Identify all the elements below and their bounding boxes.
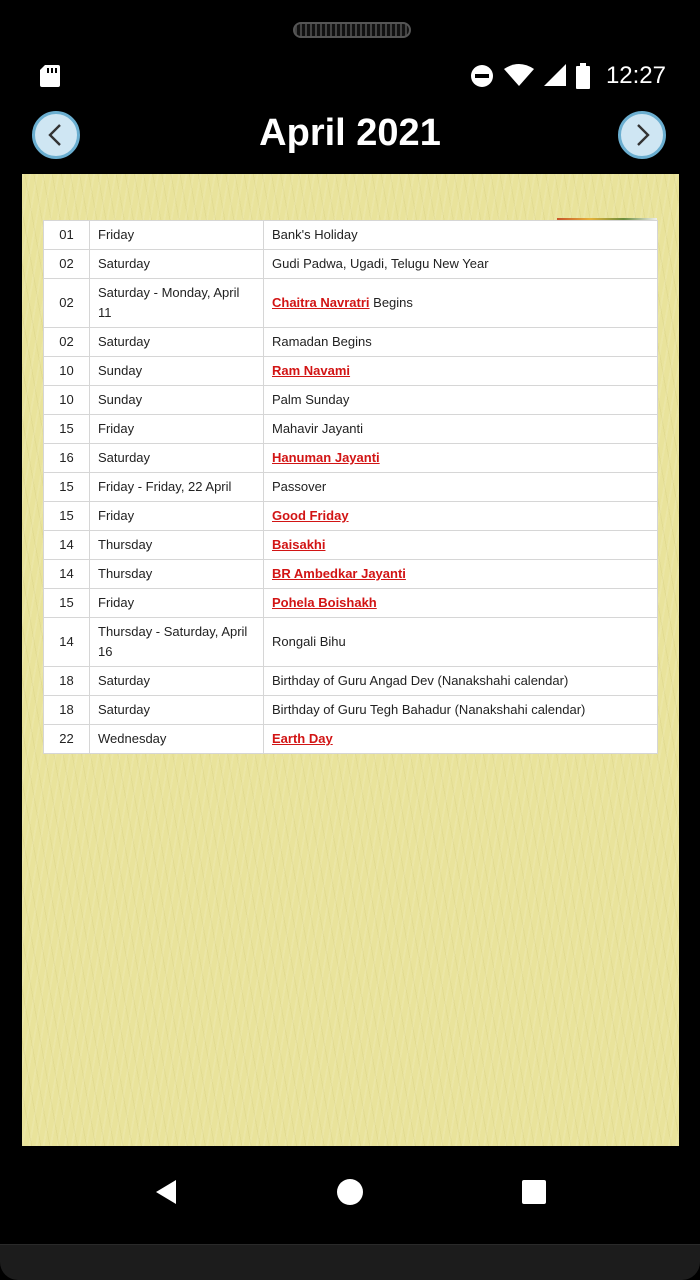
event-name — [264, 328, 658, 357]
status-time: 12:27 — [605, 62, 666, 89]
table-row — [44, 560, 658, 589]
event-day: Thursday — [90, 531, 264, 560]
holiday-text: Begins — [369, 295, 413, 310]
status-bar — [0, 52, 700, 100]
event-name — [264, 589, 658, 618]
holiday-link[interactable]: Baisakhi — [272, 537, 326, 552]
event-day: Saturday — [90, 328, 264, 357]
holiday-text: Gudi Padwa, Ugadi, Telugu New Year — [272, 256, 489, 271]
event-name — [264, 725, 658, 754]
event-name — [264, 618, 658, 667]
table-row — [44, 725, 658, 754]
event-name — [264, 386, 658, 415]
recents-button[interactable] — [514, 1172, 554, 1212]
event-name — [264, 696, 658, 725]
table-row — [44, 473, 658, 502]
event-date: 14 — [44, 531, 90, 560]
event-date: 15 — [44, 502, 90, 531]
event-name — [264, 560, 658, 589]
event-date: 22 — [44, 725, 90, 754]
event-name — [264, 502, 658, 531]
holiday-text: Mahavir Jayanti — [272, 421, 364, 436]
holiday-link[interactable]: Hanuman Jayanti — [272, 450, 380, 465]
table-row — [44, 589, 658, 618]
event-name — [264, 250, 658, 279]
system-navigation-bar — [0, 1150, 700, 1240]
event-day: Thursday - Saturday, April 16 — [90, 618, 264, 667]
event-date: 18 — [44, 696, 90, 725]
table-row — [44, 250, 658, 279]
table-row — [44, 357, 658, 386]
event-day: Saturday — [90, 250, 264, 279]
event-day: Saturday — [90, 667, 264, 696]
event-date: 10 — [44, 386, 90, 415]
holiday-link[interactable]: Ram Navami — [272, 363, 351, 378]
speaker-grille — [293, 22, 411, 38]
event-day: Wednesday — [90, 725, 264, 754]
event-name — [264, 667, 658, 696]
holiday-text: Birthday of Guru Tegh Bahadur (Nanakshahi calendar) — [272, 702, 586, 717]
holiday-link[interactable]: Good Friday — [272, 508, 349, 523]
event-name — [264, 444, 658, 473]
wifi-icon — [504, 64, 534, 88]
month-header — [0, 108, 700, 168]
event-name — [264, 357, 658, 386]
event-name — [264, 221, 658, 250]
event-date: 16 — [44, 444, 90, 473]
recents-icon — [520, 1178, 548, 1206]
table-row — [44, 502, 658, 531]
signal-icon — [544, 64, 566, 88]
event-date: 02 — [44, 250, 90, 279]
home-button[interactable] — [330, 1172, 370, 1212]
event-date: 14 — [44, 560, 90, 589]
event-date: 15 — [44, 415, 90, 444]
event-date: 02 — [44, 279, 90, 328]
event-name — [264, 473, 658, 502]
event-day: Friday — [90, 221, 264, 250]
holiday-text: Rongali Bihu — [272, 634, 346, 649]
holiday-content[interactable] — [22, 174, 679, 1146]
page-title: April 2021 — [259, 112, 441, 154]
event-date: 18 — [44, 667, 90, 696]
event-date: 10 — [44, 357, 90, 386]
table-row — [44, 667, 658, 696]
holiday-text: Birthday of Guru Angad Dev (Nanakshahi calendar) — [272, 673, 569, 688]
event-date: 15 — [44, 473, 90, 502]
holiday-text: Palm Sunday — [272, 392, 350, 407]
table-row — [44, 386, 658, 415]
holiday-link[interactable]: Pohela Boishakh — [272, 595, 377, 610]
event-day: Friday — [90, 415, 264, 444]
table-row — [44, 415, 658, 444]
event-name — [264, 279, 658, 328]
event-day: Saturday - Monday, April 11 — [90, 279, 264, 328]
table-row — [44, 618, 658, 667]
event-date: 14 — [44, 618, 90, 667]
back-icon — [152, 1178, 180, 1206]
holiday-link[interactable]: Chaitra Navratri — [272, 295, 370, 310]
chevron-right-icon — [630, 123, 654, 147]
home-icon — [336, 1178, 364, 1206]
battery-icon — [576, 63, 590, 89]
dnd-icon — [470, 64, 494, 88]
table-row — [44, 221, 658, 250]
table-row — [44, 696, 658, 725]
event-day: Sunday — [90, 386, 264, 415]
table-row — [44, 328, 658, 357]
table-row — [44, 279, 658, 328]
holiday-link[interactable]: BR Ambedkar Jayanti — [272, 566, 406, 581]
table-row — [44, 531, 658, 560]
event-day: Sunday — [90, 357, 264, 386]
event-date: 01 — [44, 221, 90, 250]
holiday-link[interactable]: Earth Day — [272, 731, 333, 746]
phone-bezel — [0, 1244, 700, 1280]
holiday-text: Ramadan Begins — [272, 334, 372, 349]
sd-card-icon — [40, 65, 60, 87]
event-day: Friday - Friday, 22 April — [90, 473, 264, 502]
holiday-table — [43, 220, 658, 754]
event-day: Friday — [90, 589, 264, 618]
table-row — [44, 444, 658, 473]
event-day: Thursday — [90, 560, 264, 589]
holiday-text: Passover — [272, 479, 327, 494]
event-name — [264, 531, 658, 560]
holiday-text: Bank's Holiday — [272, 227, 358, 242]
event-day: Friday — [90, 502, 264, 531]
back-button[interactable] — [146, 1172, 186, 1212]
event-name — [264, 415, 658, 444]
event-day: Saturday — [90, 444, 264, 473]
event-date: 02 — [44, 328, 90, 357]
event-date: 15 — [44, 589, 90, 618]
status-icons — [470, 58, 666, 94]
next-month-button[interactable] — [618, 111, 666, 159]
event-day: Saturday — [90, 696, 264, 725]
